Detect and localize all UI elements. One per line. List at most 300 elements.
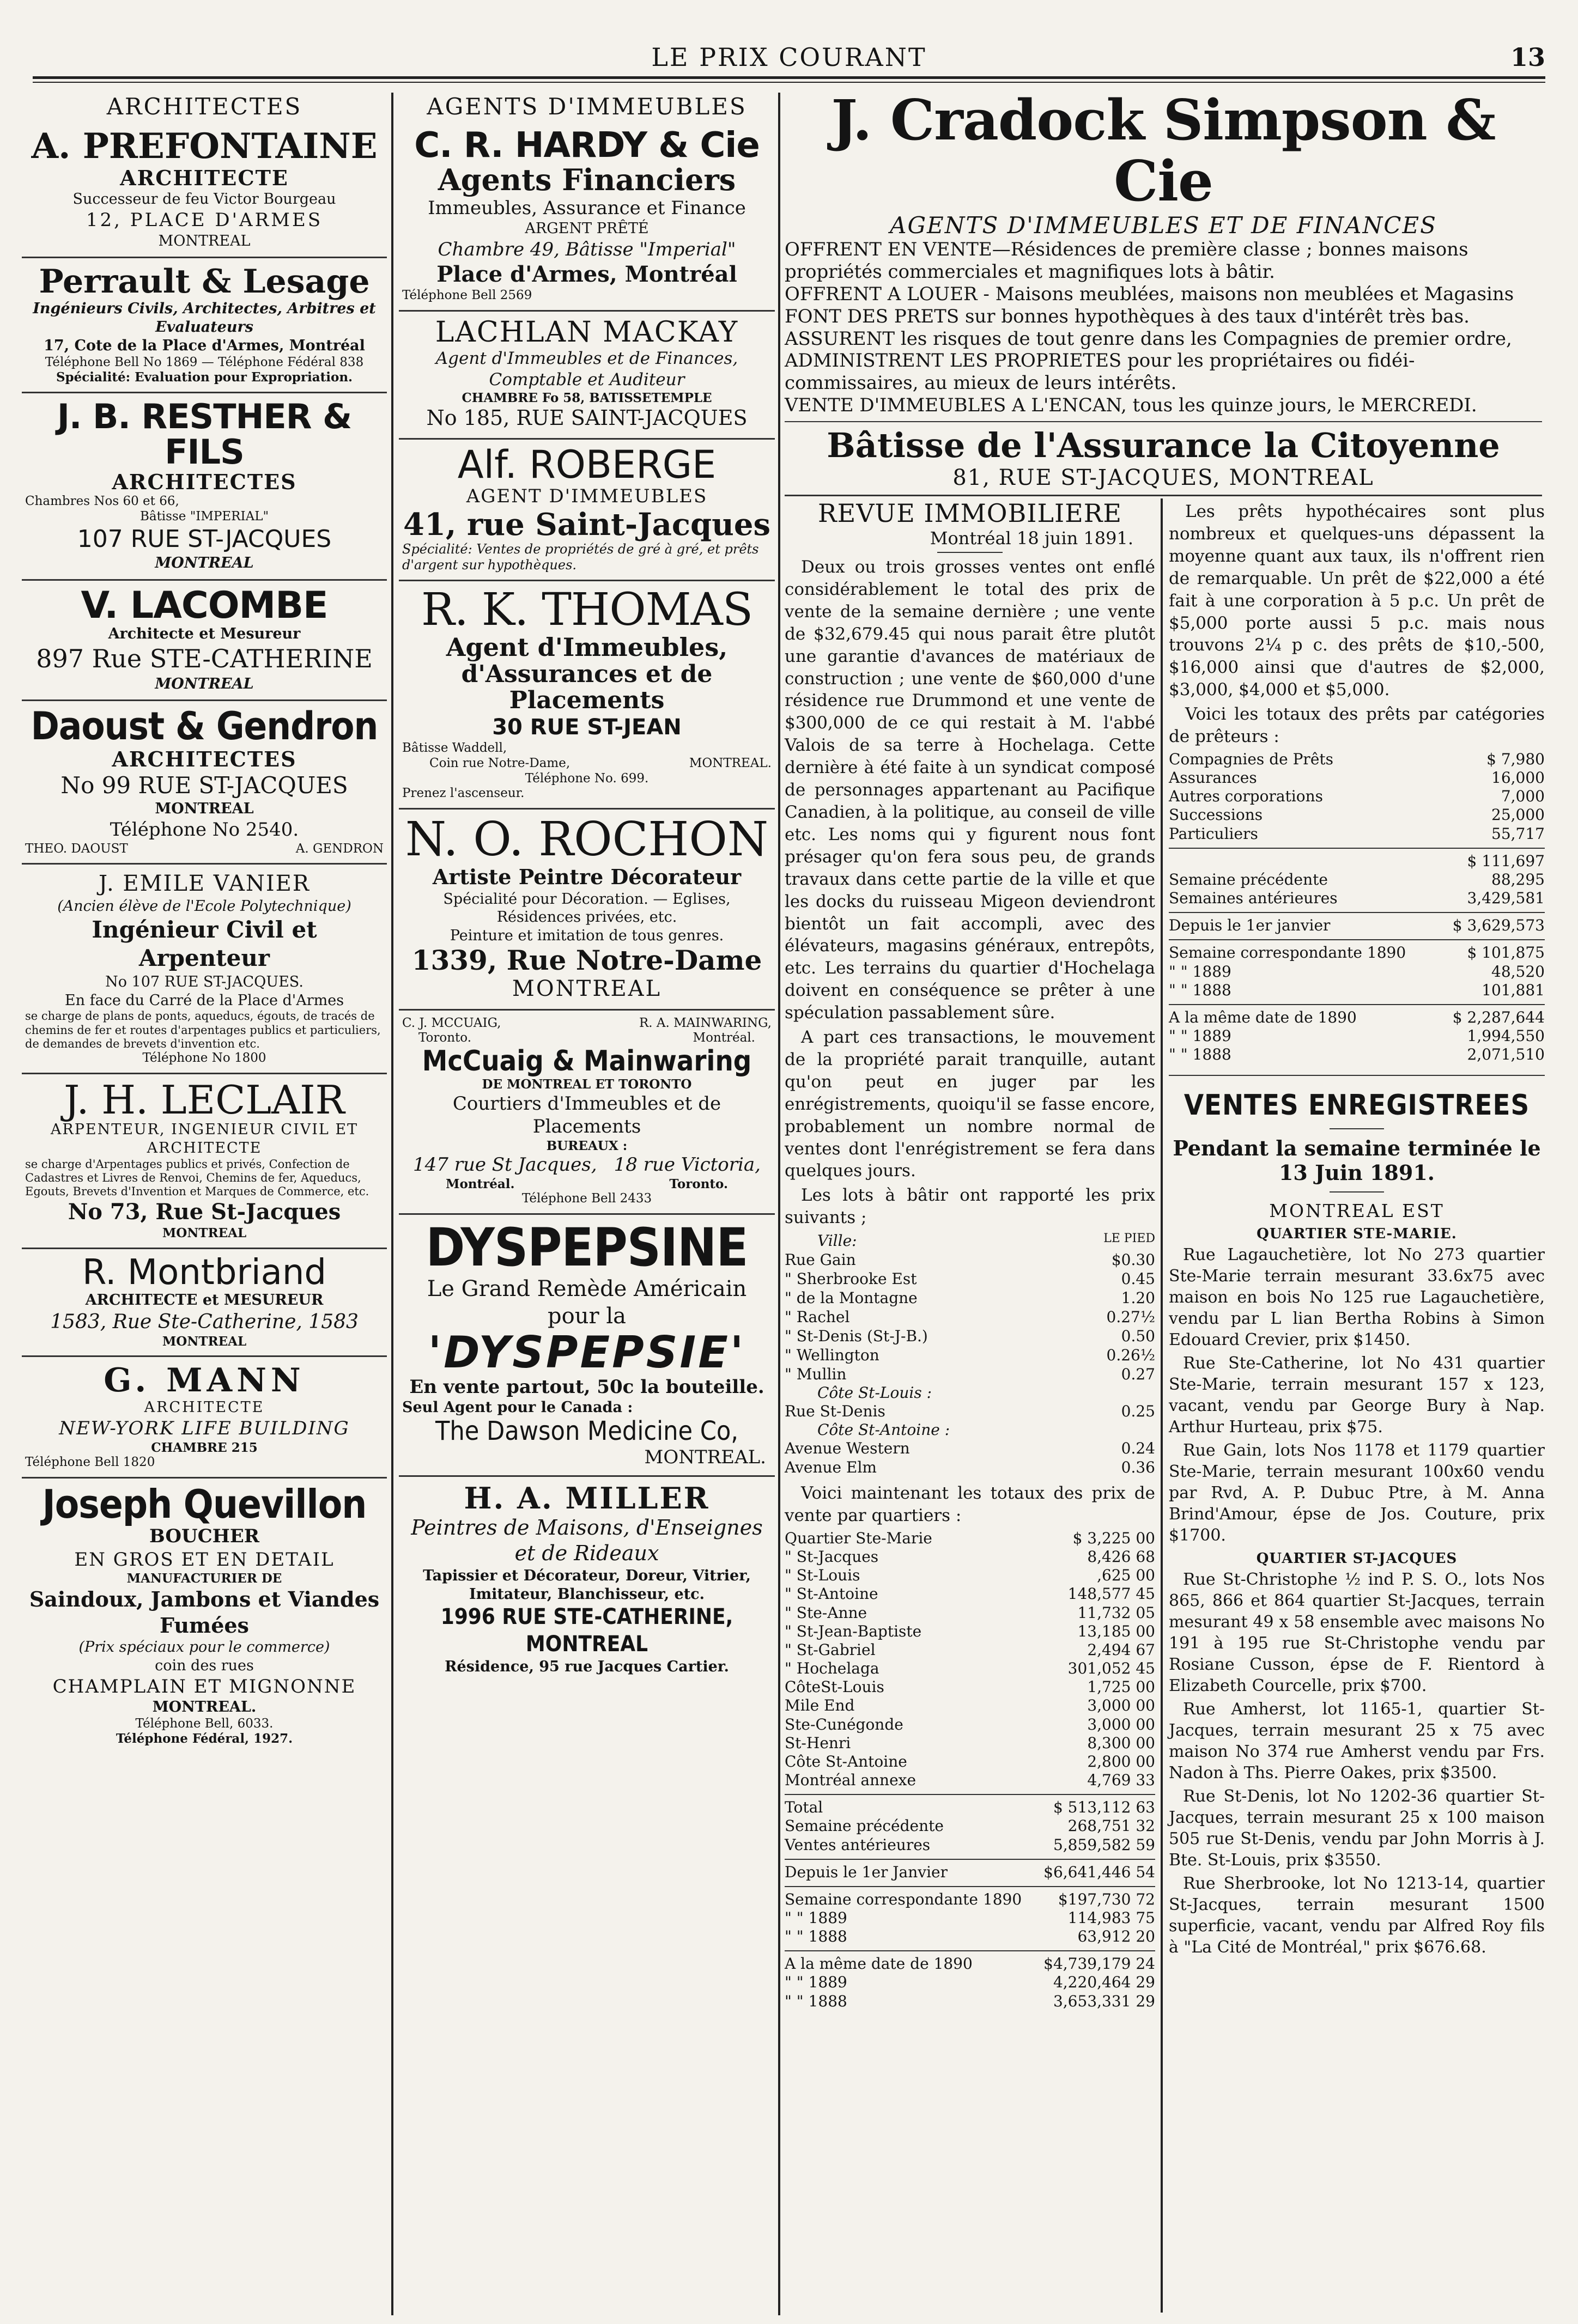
ad-leclair [22,1074,387,1249]
ad-line: MONTREAL. [689,756,772,770]
ad-role: Artiste Peintre Décorateur [432,865,742,890]
row-value: 48,520 [1491,962,1545,981]
table-row [785,1955,1155,1973]
row-label: Ventes antérieures [785,1835,931,1854]
ad-line: Tapissier et Décorateur, Doreur, Vitrier, Imitateur, Blanchisseur, etc. [423,1567,751,1603]
ad-line: Le Grand Remède Américain [427,1276,747,1301]
loan-previous [1169,871,1545,908]
ad-name: R. Montbriand [82,1252,327,1293]
ad-city: MONTREAL [155,555,254,572]
ad-role: Agents Financiers [438,162,736,198]
row-value: 1,725 00 [1087,1678,1155,1696]
ad-address: 81, RUE ST-JACQUES, MONTREAL [952,465,1374,490]
row-label: " St-Antoine [785,1585,878,1603]
row-label: " Ste-Anne [785,1603,867,1622]
column-agents [399,90,775,1683]
row-value: $197,730 72 [1058,1890,1155,1908]
table-row [785,1585,1155,1603]
table-row [1169,981,1545,1000]
row-label: Semaine précédente [785,1817,944,1835]
ad-phone: Téléphone No 1800 [142,1051,266,1065]
row-value: 2,800 00 [1087,1752,1155,1771]
ad-line: Résidence, 95 rue Jacques Cartier. [445,1658,729,1676]
row-value: 2,071,510 [1467,1045,1545,1064]
article-paragraph: A part ces transactions, le mouvement de la propriété parait tranquille, autant qu'on peut en juger par les enrégistrements, quoiqu'il se fasse encore, probablement un nombre normal de ventes dont l'enrégistrement se fera dans quelques jours. [785,1027,1155,1181]
ad-partner-right-city: Montréal. [693,1031,755,1045]
ad-line: 41, rue Saint-Jacques [403,506,770,543]
ad-line: Place d'Armes, Montréal [436,261,737,288]
ad-partner-right: R. A. MAINWARING, [639,1015,772,1030]
row-label: " " 1889 [785,1973,847,1992]
ad-thomas [399,581,775,810]
loan-same-date [1169,1008,1545,1064]
ad-line: Spécialité pour Décoration. — Eglises, Résidences privées, etc. [443,890,731,926]
table-row [785,1604,1155,1622]
row-value: 4,769 33 [1087,1771,1155,1790]
ad-daoust-gendron [22,701,387,865]
ad-name: G. MANN [104,1361,305,1400]
row-value: 63,912 20 [1077,1927,1155,1946]
row-label: Côte St-Antoine [785,1752,907,1771]
ad-perrault-lesage [22,258,387,393]
ad-line: 1583, Rue Ste-Catherine, 1583 [50,1310,359,1333]
ad-role: ARCHITECTES [112,746,297,771]
table-row [785,1269,1155,1288]
table-row [785,1890,1155,1909]
ad-line: CHAMBRE 215 [151,1440,258,1455]
ad-line: Chambre 49, Bâtisse "Imperial" [438,238,736,260]
table-row [785,1566,1155,1585]
ad-line: Ingénieurs Civils, Architectes, Arbitres et Evaluateurs [33,300,376,336]
ad-line: OFFRENT A LOUER - Maisons meublées, maisons non meublées et Magasins [785,283,1514,305]
ad-line: 'DYSPEPSIE' [428,1327,746,1378]
ad-line: Successeur de feu Victor Bourgeau [72,191,336,208]
ad-name: Joseph Quevillon [42,1481,367,1527]
table-row [785,1548,1155,1566]
row-label: Mile End [785,1696,855,1715]
row-label: Rue Gain [785,1251,856,1269]
ad-line: Téléphone Bell No 1869 — Téléphone Fédéral 838 [45,355,364,369]
row-value: 301,052 45 [1067,1659,1155,1678]
ad-name: V. LACOMBE [81,583,328,627]
ad-line: (Ancien élève de l'Ecole Polytechnique) [57,898,351,915]
ad-phone: Téléphone Bell, 6033. [135,1716,274,1731]
ad-line: DE MONTREAL ET TORONTO [482,1077,692,1092]
sale-entry: Rue St-Denis, lot No 1202-36 quartier St-Jacques, terrain mesurant 25 x 100 maison 505 rue St-Denis, vendu par John Morris à J. Bte. St-Louis, prix $3550. [1169,1787,1545,1870]
table-row [1169,806,1545,824]
ad-partner-left: C. J. MCCUAIG, [402,1015,501,1030]
sale-entry: Rue Gain, lots Nos 1178 et 1179 quartier Ste-Marie, terrain mesurant 100x60 vendu par Rvd, A. P. Dubuc Ptre, à M. Anna Brind'Amour, épse de Jos. Couture, prix $1700. [1169,1441,1545,1546]
row-label: " St-Gabriel [785,1640,876,1659]
ad-line: se charge de plans de ponts, aqueducs, égouts, de tracés de chemins de fer et routes d'arpentages publics et particuliers, de demandes de brevets d'invention etc. [25,1009,381,1050]
ad-line: Agent d'Immeubles et de Finances, Comptable et Auditeur [435,349,738,390]
table-row [785,1288,1155,1307]
ad-line: FONT DES PRETS sur bonnes hypothèques à des taux d'intérêt très bas. [785,305,1470,327]
row-value: 4,220,464 29 [1053,1973,1155,1992]
ad-role: ARCHITECTE [120,166,289,191]
table-row [785,1798,1155,1817]
ad-miller [399,1477,775,1683]
page-number: 13 [1510,42,1545,72]
article-date: Montréal 18 juin 1891. [930,528,1133,549]
sale-entry: Rue Sherbrooke, lot No 1213-14, quartier St-Jacques, terrain mesurant 1500 superficie, vacant, vendu par Alfred Roy fils à "La Cité de Montréal," prix $676.68. [1169,1874,1545,1957]
ad-role: ARPENTEUR, INGENIEUR CIVIL ET ARCHITECTE [50,1121,359,1157]
row-value: 25,000 [1491,806,1545,824]
stat-label: Depuis le 1er janvier [1169,916,1331,935]
ad-line: d'Assurances et de Placements [461,660,713,714]
quarter-title: QUARTIER ST-JACQUES [1256,1550,1458,1567]
row-value: 88,295 [1491,870,1545,889]
row-label: " St-Louis [785,1566,860,1585]
ad-line: Courtiers d'Immeubles et de Placements [452,1092,721,1138]
row-value: 1.20 [1121,1289,1155,1307]
ad-name: LACHLAN MACKAY [435,315,739,349]
ad-line: No 107 RUE ST-JACQUES. [105,973,304,990]
table-row [785,1327,1155,1346]
table-row [1169,1008,1545,1027]
ad-name: A. PREFONTAINE [31,126,378,167]
price-head: Ville: [817,1232,857,1250]
row-label: " Sherbrooke Est [785,1270,917,1288]
ad-role: ARCHITECTE [144,1399,265,1416]
table-row [785,1992,1155,2011]
ad-name: Daoust & Gendron [31,704,378,749]
ad-line: (Prix spéciaux pour le commerce) [78,1639,330,1656]
ad-lacombe [22,581,387,701]
ad-quevillon [22,1479,387,1753]
ad-line: No 73, Rue St-Jacques [68,1199,341,1225]
ventes-subtitle: Pendant la semaine terminée le 13 Juin 1891. [1173,1136,1541,1185]
article-revue-immobiliere [785,498,1155,2011]
ad-line: ADMINISTRENT LES PROPRIETES pour les propriétaires ou fidéi-commissaires, au mieux de leurs intérêts. [785,350,1415,394]
row-label: " " 1889 [1169,1027,1231,1045]
ad-role: ARCHITECTE et MESUREUR [85,1292,324,1309]
table-row [785,1307,1155,1327]
ad-city: MONTREAL [512,976,662,1001]
row-value: 0.45 [1121,1270,1155,1288]
row-label: St-Henri [785,1733,851,1752]
article-paragraph: Les prêts hypothécaires sont plus nombreux et quelques-uns dépassent la moyenne quant aux taux, ils n'offrent rien de remarquable. Un prêt de $22,000 a été fait à une corporation à 5 p.c. Un prêt de $5,000 porte aussi 5 p.c. mais nous trouvons 2¼ p c. des prêts de $10,-500, $16,000 ainsi que d'autres de $2,000, $3,000, $4,000 et $5,000. [1169,502,1545,700]
row-label: Quartier Ste-Marie [785,1529,932,1547]
ad-line: MANUFACTURIER DE [126,1571,282,1586]
ad-building: Bâtisse de l'Assurance la Citoyenne [827,425,1500,465]
table-row [785,1715,1155,1734]
section-title-agents: AGENTS D'IMMEUBLES [427,93,747,120]
row-label: Avenue Western [785,1439,910,1458]
row-value: 8,426 68 [1087,1548,1155,1566]
row-value: 3,653,331 29 [1053,1992,1155,2010]
ad-rochon [399,810,775,1011]
price-list-cote-st-antoine [785,1439,1155,1477]
header-rule [33,76,1545,79]
row-value: 0.27½ [1106,1308,1155,1327]
table-row [1169,1045,1545,1064]
row-value: 0.50 [1121,1327,1155,1346]
ad-line: CHAMBRE Fo 58, BATISSETEMPLE [462,390,712,405]
ad-name: N. O. ROCHON [405,812,769,867]
table-row [1169,963,1545,981]
row-label: Semaine correspondante 1890 [785,1890,1022,1908]
row-value: 0.24 [1121,1439,1155,1458]
ad-role: ARCHITECTES [112,470,297,495]
table-row [1169,787,1545,806]
ad-line: Spécialité: Evaluation pour Expropriation. [56,370,353,385]
ad-resther [22,393,387,581]
article-title: REVUE IMMOBILIERE [818,498,1122,528]
ad-line: Peintres de Maisons, d'Enseignes et de Rideaux [411,1515,763,1566]
table-row [785,1641,1155,1659]
ad-phone: Téléphone Fédéral, 1927. [116,1731,293,1747]
row-value: 148,577 45 [1067,1585,1155,1603]
totals-by-quarter [785,1529,1155,1790]
table-row [785,1529,1155,1548]
ad-name: DYSPEPSINE [426,1217,748,1279]
ad-line: Prenez l'ascenseur. [402,786,525,801]
table-row [785,1817,1155,1835]
ad-role: Architecte et Mesureur [108,625,301,643]
row-value: 0.27 [1121,1365,1155,1384]
row-value: 101,881 [1482,981,1545,999]
ad-line: ASSURENT les risques de tout genre dans les Compagnies de premier ordre, [785,327,1512,350]
row-label: Avenue Elm [785,1458,877,1477]
ad-cradock-simpson [785,90,1542,500]
ad-line: Coin rue Notre-Dame, [429,756,570,770]
table-row [785,1402,1155,1421]
ad-line: 897 Rue STE-CATHERINE [36,644,373,674]
row-label: " Rachel [785,1308,850,1327]
ad-prefontaine [22,122,387,258]
column-divider-1 [391,93,393,2315]
row-label: Successions [1169,806,1263,824]
totals-summary [785,1798,1155,1854]
table-row [1169,769,1545,787]
row-label: Montréal annexe [785,1771,917,1790]
row-label: " Wellington [785,1346,879,1365]
row-label: A la même date de 1890 [1169,1008,1357,1026]
ad-mackay [399,312,775,440]
newspaper-title: LE PRIX COURANT [651,42,927,72]
row-label: " St-Jean-Baptiste [785,1622,922,1640]
ad-dyspepsine [399,1215,775,1477]
ad-line: NEW-YORK LIFE BUILDING [59,1417,350,1440]
ad-mccuaig [399,1011,775,1215]
row-value: 268,751 32 [1067,1817,1155,1835]
ad-city: MONTREAL [155,675,254,692]
ad-name: R. K. THOMAS [421,583,753,636]
row-label: Semaine correspondante 1890 [1169,944,1406,962]
row-label: " " 1888 [785,1992,847,2010]
row-value: 5,859,582 59 [1053,1835,1155,1854]
ad-line: Chambres Nos 60 et 66, [25,494,179,509]
row-value: 1,994,550 [1467,1027,1545,1045]
ad-line: 1339, Rue Notre-Dame [411,944,762,976]
loan-categories [1169,750,1545,843]
ad-city: MONTREAL [158,232,251,250]
row-label: Ste-Cunégonde [785,1715,903,1733]
ad-line: Ingénieur Civil et Arpenteur [92,916,317,972]
ad-line: EN GROS ET EN DETAIL [74,1548,335,1571]
table-row [785,1927,1155,1946]
table-row [785,1250,1155,1269]
row-label: Assurances [1169,769,1257,787]
ad-name: Alf. ROBERGE [457,442,717,487]
ad-city: MONTREAL [162,1226,247,1241]
row-value: 8,300 00 [1087,1733,1155,1752]
article-paragraph: Voici les totaux des prêts par catégories de prêteurs : [1169,704,1545,747]
ad-name: J. B. RESTHER & FILS [57,396,352,472]
row-label: Compagnies de Prêts [1169,750,1334,768]
ad-role: Agent d'Immeubles, [446,632,728,662]
ad-line: ARGENT PRÊTÉ [525,220,649,238]
sale-entry: Rue Lagauchetière, lot No 273 quartier Ste-Marie terrain mesurant 33.6x75 avec maison en bois No 125 rue Lagauchetière, vendu par L lian Bertha Robins à Simon Edouard Crevier, prix $1450. [1169,1245,1545,1350]
row-label: " " 1888 [1169,1045,1231,1064]
article-paragraph: Voici maintenant les totaux des prix de vente par quartiers : [785,1483,1155,1526]
ad-role: BOUCHER [149,1525,259,1548]
ad-phone: Téléphone Bell 2569 [402,288,532,303]
row-label: " St-Denis (St-J-B.) [785,1327,928,1346]
table-row [785,1346,1155,1365]
ad-partner-left-city: Toronto. [418,1031,472,1045]
ad-line: Immeubles, Assurance et Finance [428,197,746,219]
table-row [785,1973,1155,1992]
row-value: 11,732 05 [1077,1603,1155,1622]
ad-name: J. H. LECLAIR [64,1076,345,1123]
ad-name: C. R. HARDY & Cie [414,125,760,166]
price-head-unit: LE PIED [1103,1232,1155,1246]
row-label: " St-Jacques [785,1548,879,1566]
table-row [785,1909,1155,1927]
row-value: 55,717 [1491,824,1545,843]
row-label: " Hochelaga [785,1659,879,1678]
table-row [1169,750,1545,769]
ad-line: Bâtisse Waddell, [402,741,507,756]
sale-entry: Rue St-Christophe ½ ind P. S. O., lots Nos 865, 866 et 864 quartier St-Jacques, terrain mesurant 49 x 58 ensemble avec maisons No 191 à 195 rue St-Christophe vendu par Rosiane Cusson, épse de F. Rientord à Elizabeth Courcelle, prix $700. [1169,1570,1545,1696]
header-rule-thin [33,82,1545,83]
ad-phone: Téléphone Bell 1820 [25,1455,155,1470]
ad-name: Perrault & Lesage [39,263,370,301]
column-divider-2 [778,93,780,2315]
row-value: 7,000 [1501,787,1545,806]
ad-line: 1996 RUE STE-CATHERINE, MONTREAL [440,1604,733,1657]
ad-line: 107 RUE ST-JACQUES [77,525,332,553]
price-list-ville [785,1250,1155,1384]
row-value: 114,983 75 [1067,1908,1155,1927]
ad-line: En face du Carré de la Place d'Armes [64,991,344,1009]
ad-line: No 99 RUE ST-JACQUES [60,771,348,799]
table-row [1169,871,1545,889]
ad-line: VENTE D'IMMEUBLES A L'ENCAN, tous les quinze jours, le MERCREDI. [785,394,1477,416]
ad-address-right-city: Toronto. [669,1176,728,1191]
row-value: 0.26½ [1106,1346,1155,1365]
row-label: A la même date de 1890 [785,1955,973,1973]
row-label: CôteSt-Louis [785,1678,884,1696]
row-label: Particuliers [1169,824,1258,843]
ad-line: se charge d'Arpentages publics et privés, Confection de Cadastres et Livres de Renvoi, Chemins de fer, Aqueducs, Egouts, Brevets d'Invention et Marques de Commerce, etc. [25,1157,369,1198]
row-label: " Mullin [785,1365,847,1384]
row-value: 2,494 67 [1087,1640,1155,1659]
ad-line: Bâtisse "IMPERIAL" [139,509,269,524]
row-value: 13,185 00 [1077,1622,1155,1640]
ad-vanier [22,865,387,1074]
ad-line: En vente partout, 50c la bouteille. [409,1376,764,1398]
row-value: 3,000 00 [1087,1715,1155,1733]
row-value: 3,000 00 [1087,1696,1155,1715]
ad-partner-right: A. GENDRON [295,841,384,856]
row-label: " " 1889 [1169,962,1231,981]
row-value: 16,000 [1491,769,1545,787]
quarter-title: QUARTIER STE-MARIE. [1257,1226,1457,1243]
ad-role: AGENT D'IMMEUBLES [466,485,708,508]
row-label: " " 1889 [785,1908,847,1927]
row-value: ,625 00 [1097,1566,1155,1585]
table-row [785,1365,1155,1384]
table-row [785,1734,1155,1753]
ad-phone: Téléphone Bell 2433 [521,1191,652,1206]
ad-city: MONTREAL [162,1334,247,1349]
table-row [785,1753,1155,1771]
ad-line: No 185, RUE SAINT-JACQUES [426,406,748,430]
ad-address-left-city: Montréal. [446,1176,515,1191]
sale-entry: Rue Ste-Catherine, lot No 431 quartier Ste-Marie, terrain mesurant 157 x 123, vacant, vendu par George Bury à Nap. Arthur Hurteau, prix $75. [1169,1354,1545,1437]
stat-value: $ 3,629,573 [1452,916,1545,935]
row-label: Total [785,1798,823,1817]
row-label: Semaine précédente [1169,870,1328,889]
ad-montbriand [22,1249,387,1358]
row-label: " de la Montagne [785,1289,918,1307]
ad-city: MONTREAL [155,800,254,818]
row-label: Semaines antérieures [1169,889,1338,908]
corresponding-weeks [785,1890,1155,1946]
ad-line: Spécialité: Ventes de propriétés de gré à gré, et prêts d'argent sur hypothèques. [402,542,759,573]
row-label: " " 1888 [1169,981,1231,999]
ad-city: MONTREAL. [152,1699,257,1715]
table-row [1169,1027,1545,1045]
row-value: 0.36 [1121,1458,1155,1477]
row-value: $ 101,875 [1467,944,1545,962]
article-prets-ventes [1169,498,1545,1960]
row-label: Rue St-Denis [785,1402,885,1421]
row-value: $ 2,287,644 [1452,1008,1545,1026]
ad-line: 17, Cote de la Place d'Armes, Montréal [44,337,365,354]
row-value: $ 3,225 00 [1072,1529,1155,1547]
same-date-years [785,1955,1155,2010]
ventes-title: VENTES ENREGISTREES [1184,1089,1530,1122]
stat-value: $6,641,446 54 [1043,1863,1155,1881]
sale-entry: Rue Amherst, lot 1165-1, quartier St-Jacques, terrain mesurant 25 x 75 avec maison No 374 rue Amherst vendu par Frs. Nadon à Ths. Pierre Oakes, prix $3500. [1169,1700,1545,1783]
ad-name: J. EMILE VANIER [99,871,310,897]
table-row [1169,889,1545,908]
price-list-cote-st-louis [785,1402,1155,1421]
row-value: $4,739,179 24 [1043,1955,1155,1973]
ad-roberge [399,440,775,581]
column-architectes [22,90,387,1753]
article-paragraph: Les lots à bâtir ont rapporté les prix suivants ; [785,1185,1155,1228]
ad-partner-left: THEO. DAOUST [25,841,128,856]
ad-city: MONTREAL. [644,1446,766,1468]
ad-line: coin des rues [155,1657,254,1674]
row-value: 3,429,581 [1467,889,1545,908]
price-subhead: Côte St-Louis : [817,1384,932,1402]
ad-line: 30 RUE ST-JEAN [492,715,682,740]
table-row [785,1836,1155,1854]
row-label: Autres corporations [1169,787,1323,806]
ad-name: J. Cradock Simpson & Cie [831,88,1496,215]
ad-hardy [399,122,775,312]
ad-phone: Téléphone No. 699. [525,771,649,786]
loan-corresponding [1169,944,1545,999]
ad-role: AGENTS D'IMMEUBLES ET DE FINANCES [890,212,1437,239]
row-value: 0.25 [1121,1402,1155,1421]
